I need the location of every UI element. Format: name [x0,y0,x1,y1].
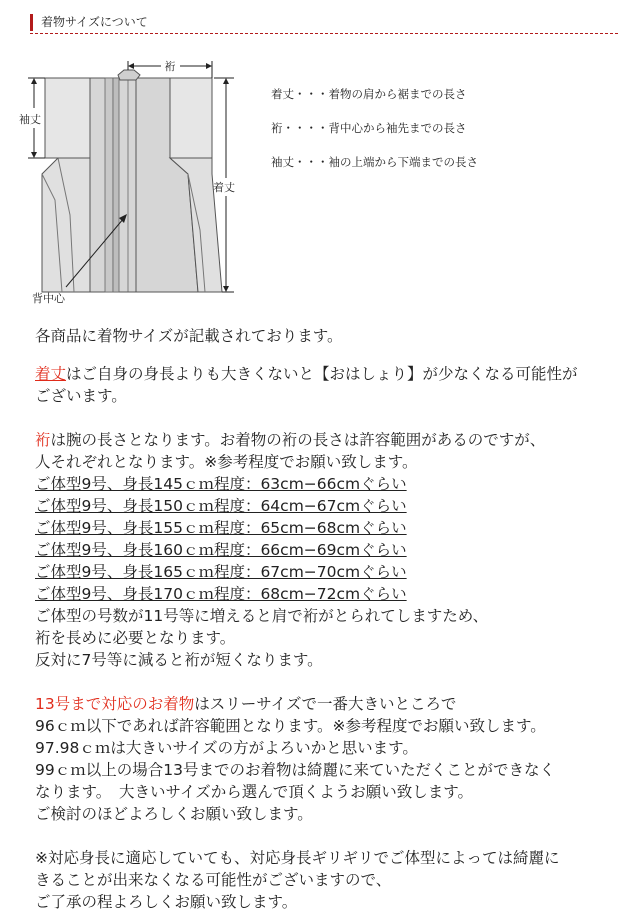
size-row: ご体型9号、身長150ｃｍ程度：64cm−67cmぐらい [35,497,407,515]
size-row: ご体型9号、身長155ｃｍ程度：65cm−68cmぐらい [35,519,407,537]
sodetake-label: 袖丈 [19,113,41,126]
kitake-paragraph: 着丈はご自身の身長よりも大きくないと【おはしょり】が少なくなる可能性が [35,365,578,383]
body-line: 反対に7号等に減ると裄が短くなります。 [35,651,323,669]
kimono-illustration [42,70,222,292]
definition-sodetake: 袖丈・・・袖の上端から下端までの長さ [271,155,478,169]
size-row: ご体型9号、身長165ｃｍ程度：67cm−70cmぐらい [35,563,407,581]
kitake-label: 着丈 [213,181,235,194]
sodetake-dimension [19,78,45,158]
body-line: ご体型の号数が11号等に増えると肩で裄がとられてしますため、 [35,607,489,625]
body-line: 99ｃｍ以上の場合13号までのお着物は綺麗に来ていただくことができなく [35,761,555,779]
yuki-paragraph: 裄は腕の長さとなります。お着物の裄の長さは許容範囲があるのですが、 [35,431,546,449]
yuki-term: 裄 [35,431,51,449]
definition-kitake: 着丈・・・着物の肩から裾までの長さ [271,87,467,101]
definition-yuki: 裄・・・・背中心から袖先までの長さ [271,121,467,135]
size-row: ご体型9号、身長170ｃｍ程度：68cm−72cmぐらい [35,585,407,603]
kimono-size-diagram [0,40,260,315]
size-row: ご体型9号、身長160ｃｍ程度：66cm−69cmぐらい [35,541,407,559]
section-header [30,14,618,34]
body-line: ご検討のほどよろしくお願い致します。 [35,805,313,823]
body-line: 96ｃｍ以下であれば許容範囲となります。※参考程度でお願い致します。 [35,717,546,735]
size-row: ご体型9号、身長145ｃｍ程度：63cm−66cmぐらい [35,475,407,493]
note-line: ご了承の程よろしくお願い致します。 [35,893,298,911]
senakashin-label: 背中心 [32,292,65,305]
size13-paragraph: 13号まで対応のお着物はスリーサイズで一番大きいところで [35,695,457,713]
section-title: 着物サイズについて [41,15,148,29]
note-line: きることが出来なくなる可能性がございますので、 [35,871,392,889]
body-line: なります。 大きいサイズから選んで頂くようお願い致します。 [35,783,474,801]
body-line: 97.98ｃｍは大きいサイズの方がよろいかと思います。 [35,739,418,757]
yuki-paragraph-cont: 人それぞれとなります。※参考程度でお願い致します。 [35,453,418,471]
size-explanation [35,325,625,913]
kitake-term: 着丈 [35,365,67,383]
size13-term: 13号まで対応のお着物 [35,695,195,713]
intro-text: 各商品に着物サイズが記載されております。 [35,327,343,345]
yuki-label: 裄 [164,60,176,73]
note-line: ※対応身長に適応していても、対応身長ギリギリでご体型によっては綺麗に [35,849,560,867]
kitake-paragraph-cont: ございます。 [35,387,127,405]
header-accent-bar [30,14,33,31]
header-divider [30,33,618,34]
body-line: 裄を長めに必要となります。 [35,629,236,647]
yuki-dimension [128,59,212,78]
